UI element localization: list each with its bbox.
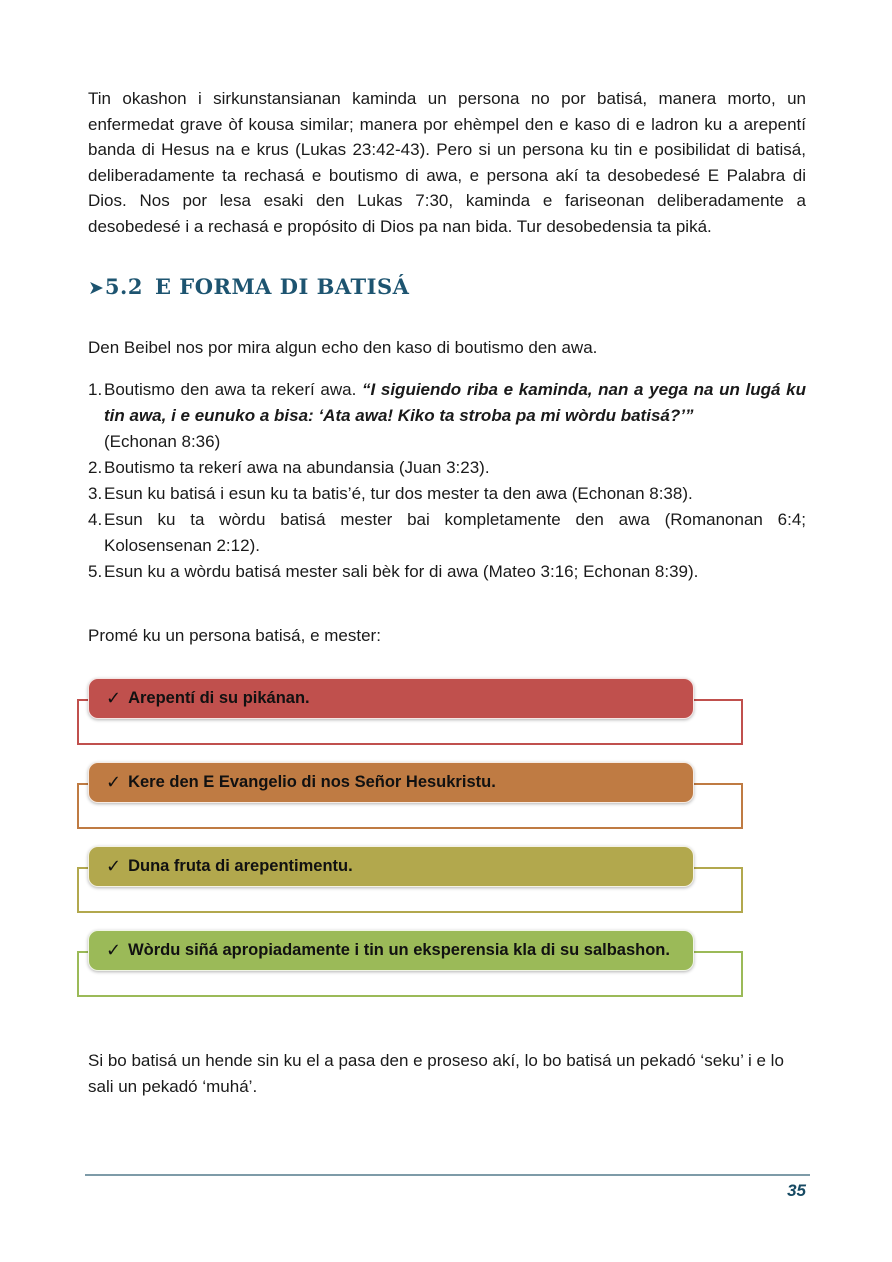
list-item-text: Esun ku batisá i esun ku ta batis’é, tur dos mester ta den awa (Echonan 8:38).: [104, 483, 693, 503]
list-item-2: [88, 455, 806, 481]
numbered-list: [88, 377, 806, 585]
list-item-text: Esun ku ta wòrdu batisá mester bai kompletamente den awa (Romanonan 6:4; Kolosensenan 2:12).: [104, 509, 806, 555]
checklist-bar: [88, 762, 694, 803]
checklist-label: Kere den E Evangelio di nos Señor Hesukristu.: [128, 773, 496, 791]
list-item-5: [88, 559, 806, 585]
checklist-item-believe: [88, 762, 806, 830]
checklist-bar: [88, 846, 694, 887]
list-item-text: Boutismo ta rekerí awa na abundansia (Juan 3:23).: [104, 457, 490, 477]
section-heading: [88, 273, 806, 302]
footer-divider: [85, 1174, 810, 1176]
page-content: [88, 0, 806, 1099]
checkmark-icon: ✓: [106, 940, 122, 961]
checklist-label: Duna fruta di arepentimentu.: [128, 857, 353, 875]
checklist-label: Arepentí di su pikánan.: [128, 689, 310, 707]
page-number: 35: [787, 1181, 806, 1200]
intro-paragraph: Tin okashon i sirkunstansianan kaminda un persona no por batisá, manera morto, un enfermedat grave òf kousa similar; manera por ehèmpel den e kaso di e ladron ku a arepentí banda di Hesus na e krus (Lukas 23:42-43). Pero si un persona ku tin e posibilidat di batisá, deliberadamente ta rechasá e boutismo di awa, e persona akí ta desobedesé E Palabra di Dios. Nos por lesa esaki den Lukas 7:30, kaminda e fariseonan deliberadamente a desobedesé i a rechasá e propósito di Dios pa nan bida. Tur desobedensia ta piká.: [88, 89, 806, 236]
checklist-label: Wòrdu siñá apropiadamente i tin un eksperensia kla di su salbashon.: [128, 941, 670, 959]
list-item-text: Esun ku a wòrdu batisá mester sali bèk for di awa (Mateo 3:16; Echonan 8:39).: [104, 561, 699, 581]
scripture-quote: “I siguiendo riba e kaminda, nan a yega na un lugá ku tin awa, i e eunuko a bisa: ‘Ata awa! Kiko ta stroba pa mi wòrdu batisá?’”: [104, 379, 806, 425]
section-number: 5.2: [104, 274, 143, 299]
list-number: 5.: [88, 561, 103, 581]
arrowhead-icon: ➤: [88, 277, 104, 299]
list-number: 2.: [88, 457, 103, 477]
list-number: 4.: [88, 509, 103, 529]
prome-paragraph: Promé ku un persona batisá, e mester:: [88, 625, 381, 645]
list-number: 3.: [88, 483, 103, 503]
baptism-checklist: [88, 678, 806, 998]
checkmark-icon: ✓: [106, 856, 122, 877]
checklist-item-fruit: [88, 846, 806, 914]
scripture-reference: (Echonan 8:36): [104, 431, 221, 451]
list-item-4: [88, 507, 806, 559]
closing-paragraph: Si bo batisá un hende sin ku el a pasa den e proseso akí, lo bo batisá un pekadó ‘seku’ i e lo sali un pekadó ‘muhá’.: [88, 1051, 784, 1096]
checklist-item-taught: [88, 930, 806, 998]
section-title: E FORMA DI BATISÁ: [154, 274, 410, 299]
checklist-bar: [88, 678, 694, 719]
list-item-1: [88, 377, 806, 455]
list-item-3: [88, 481, 806, 507]
list-item-text: Boutismo den awa ta rekerí awa.: [104, 379, 362, 399]
checklist-item-repent: [88, 678, 806, 746]
list-number: 1.: [88, 379, 103, 399]
checklist-bar: [88, 930, 694, 971]
beibel-paragraph: Den Beibel nos por mira algun echo den kaso di boutismo den awa.: [88, 338, 598, 357]
checkmark-icon: ✓: [106, 772, 122, 793]
checkmark-icon: ✓: [106, 688, 122, 709]
